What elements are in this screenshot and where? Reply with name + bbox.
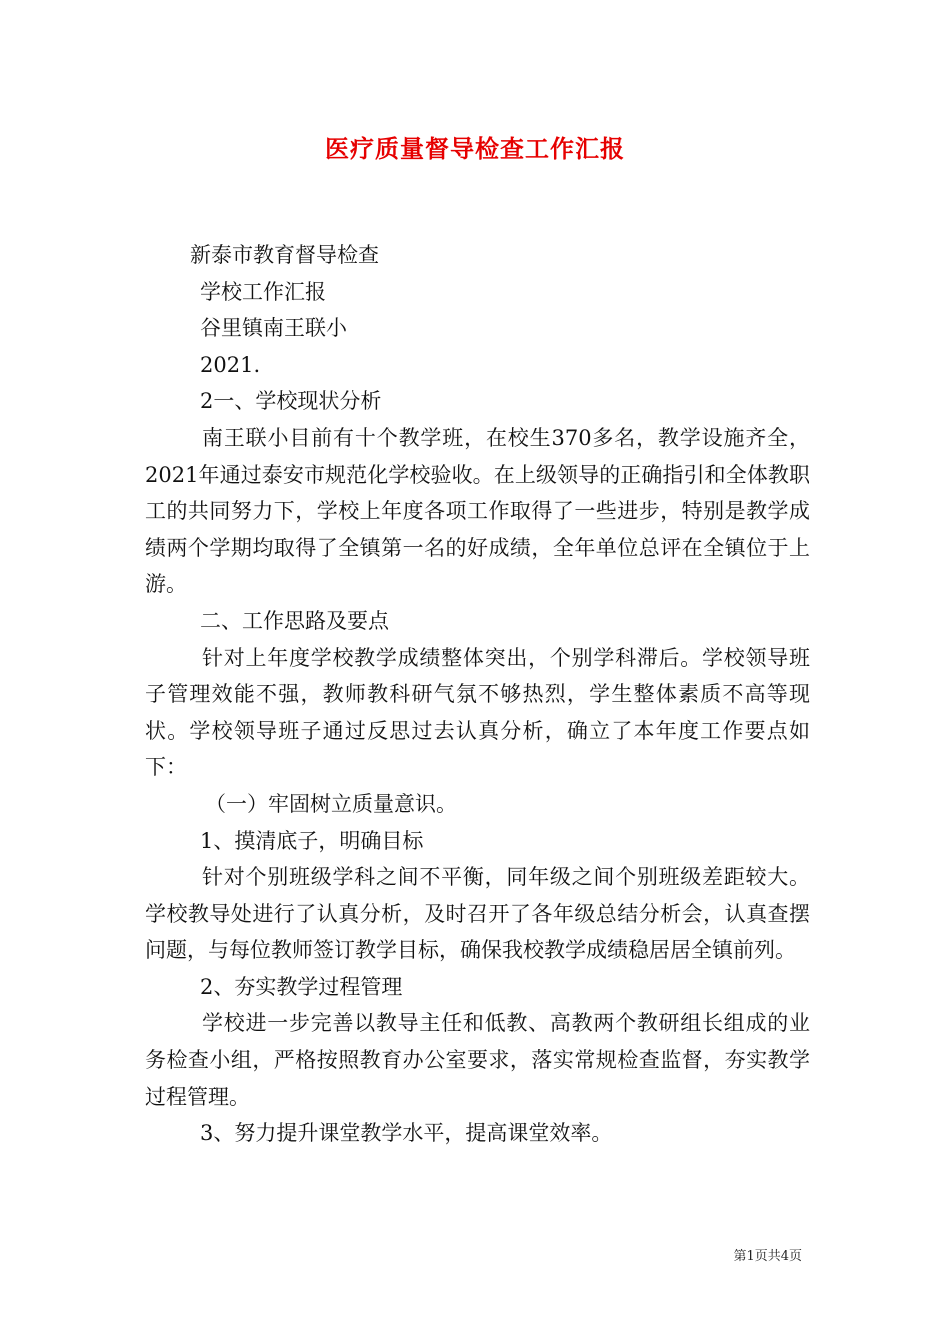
paragraph-heading-2: 学校工作汇报 xyxy=(200,279,326,304)
paragraph-date: 2021. xyxy=(200,352,261,377)
item-heading-3: 3、努力提升课堂教学水平，提高课堂效率。 xyxy=(200,1121,613,1146)
item-heading-2: 2、夯实教学过程管理 xyxy=(200,974,403,999)
paragraph-heading-1: 新泰市教育督导检查 xyxy=(190,243,379,267)
section-heading-1: 2一、学校现状分析 xyxy=(200,389,382,414)
paragraph-body-2: 针对上年度学校教学成绩整体突出，个别学科滞后。学校领导班子管理效能不强，教师教科研气氛不够热烈，学生整体素质不高等现状。学校领导班子通过反思过去认真分析，确立了本年度工作要点如下： xyxy=(145,645,810,780)
paragraph-body-4: 学校进一步完善以教导主任和低教、高教两个教研组长组成的业务检查小组，严格按照教育办公室要求，落实常规检查监督，夯实教学过程管理。 xyxy=(145,1011,810,1109)
page-number-footer: 第1页共4页 xyxy=(733,1249,802,1264)
subsection-heading-1: （一）牢固树立质量意识。 xyxy=(205,791,457,816)
paragraph-body-3: 针对个别班级学科之间不平衡，同年级之间个别班级差距较大。学校教导处进行了认真分析，及时召开了各年级总结分析会，认真查摆问题，与每位教师签订教学目标，确保我校教学成绩稳居居全镇前列。 xyxy=(145,865,810,963)
paragraph-body-1: 南王联小目前有十个教学班，在校生370多名，教学设施齐全，2021年通过泰安市规范化学校验收。在上级领导的正确指引和全体教职工的共同努力下，学校上年度各项工作取得了一些进步，特别是教学成绩两个学期均取得了全镇第一名的好成绩，全年单位总评在全镇位于上游。 xyxy=(145,425,810,597)
item-heading-1: 1、摸清底子，明确目标 xyxy=(200,828,424,853)
document-body xyxy=(145,237,810,1152)
document-title: 医疗质量督导检查工作汇报 xyxy=(325,134,625,163)
section-heading-2: 二、工作思路及要点 xyxy=(200,608,389,633)
paragraph-heading-3: 谷里镇南王联小 xyxy=(200,316,347,341)
